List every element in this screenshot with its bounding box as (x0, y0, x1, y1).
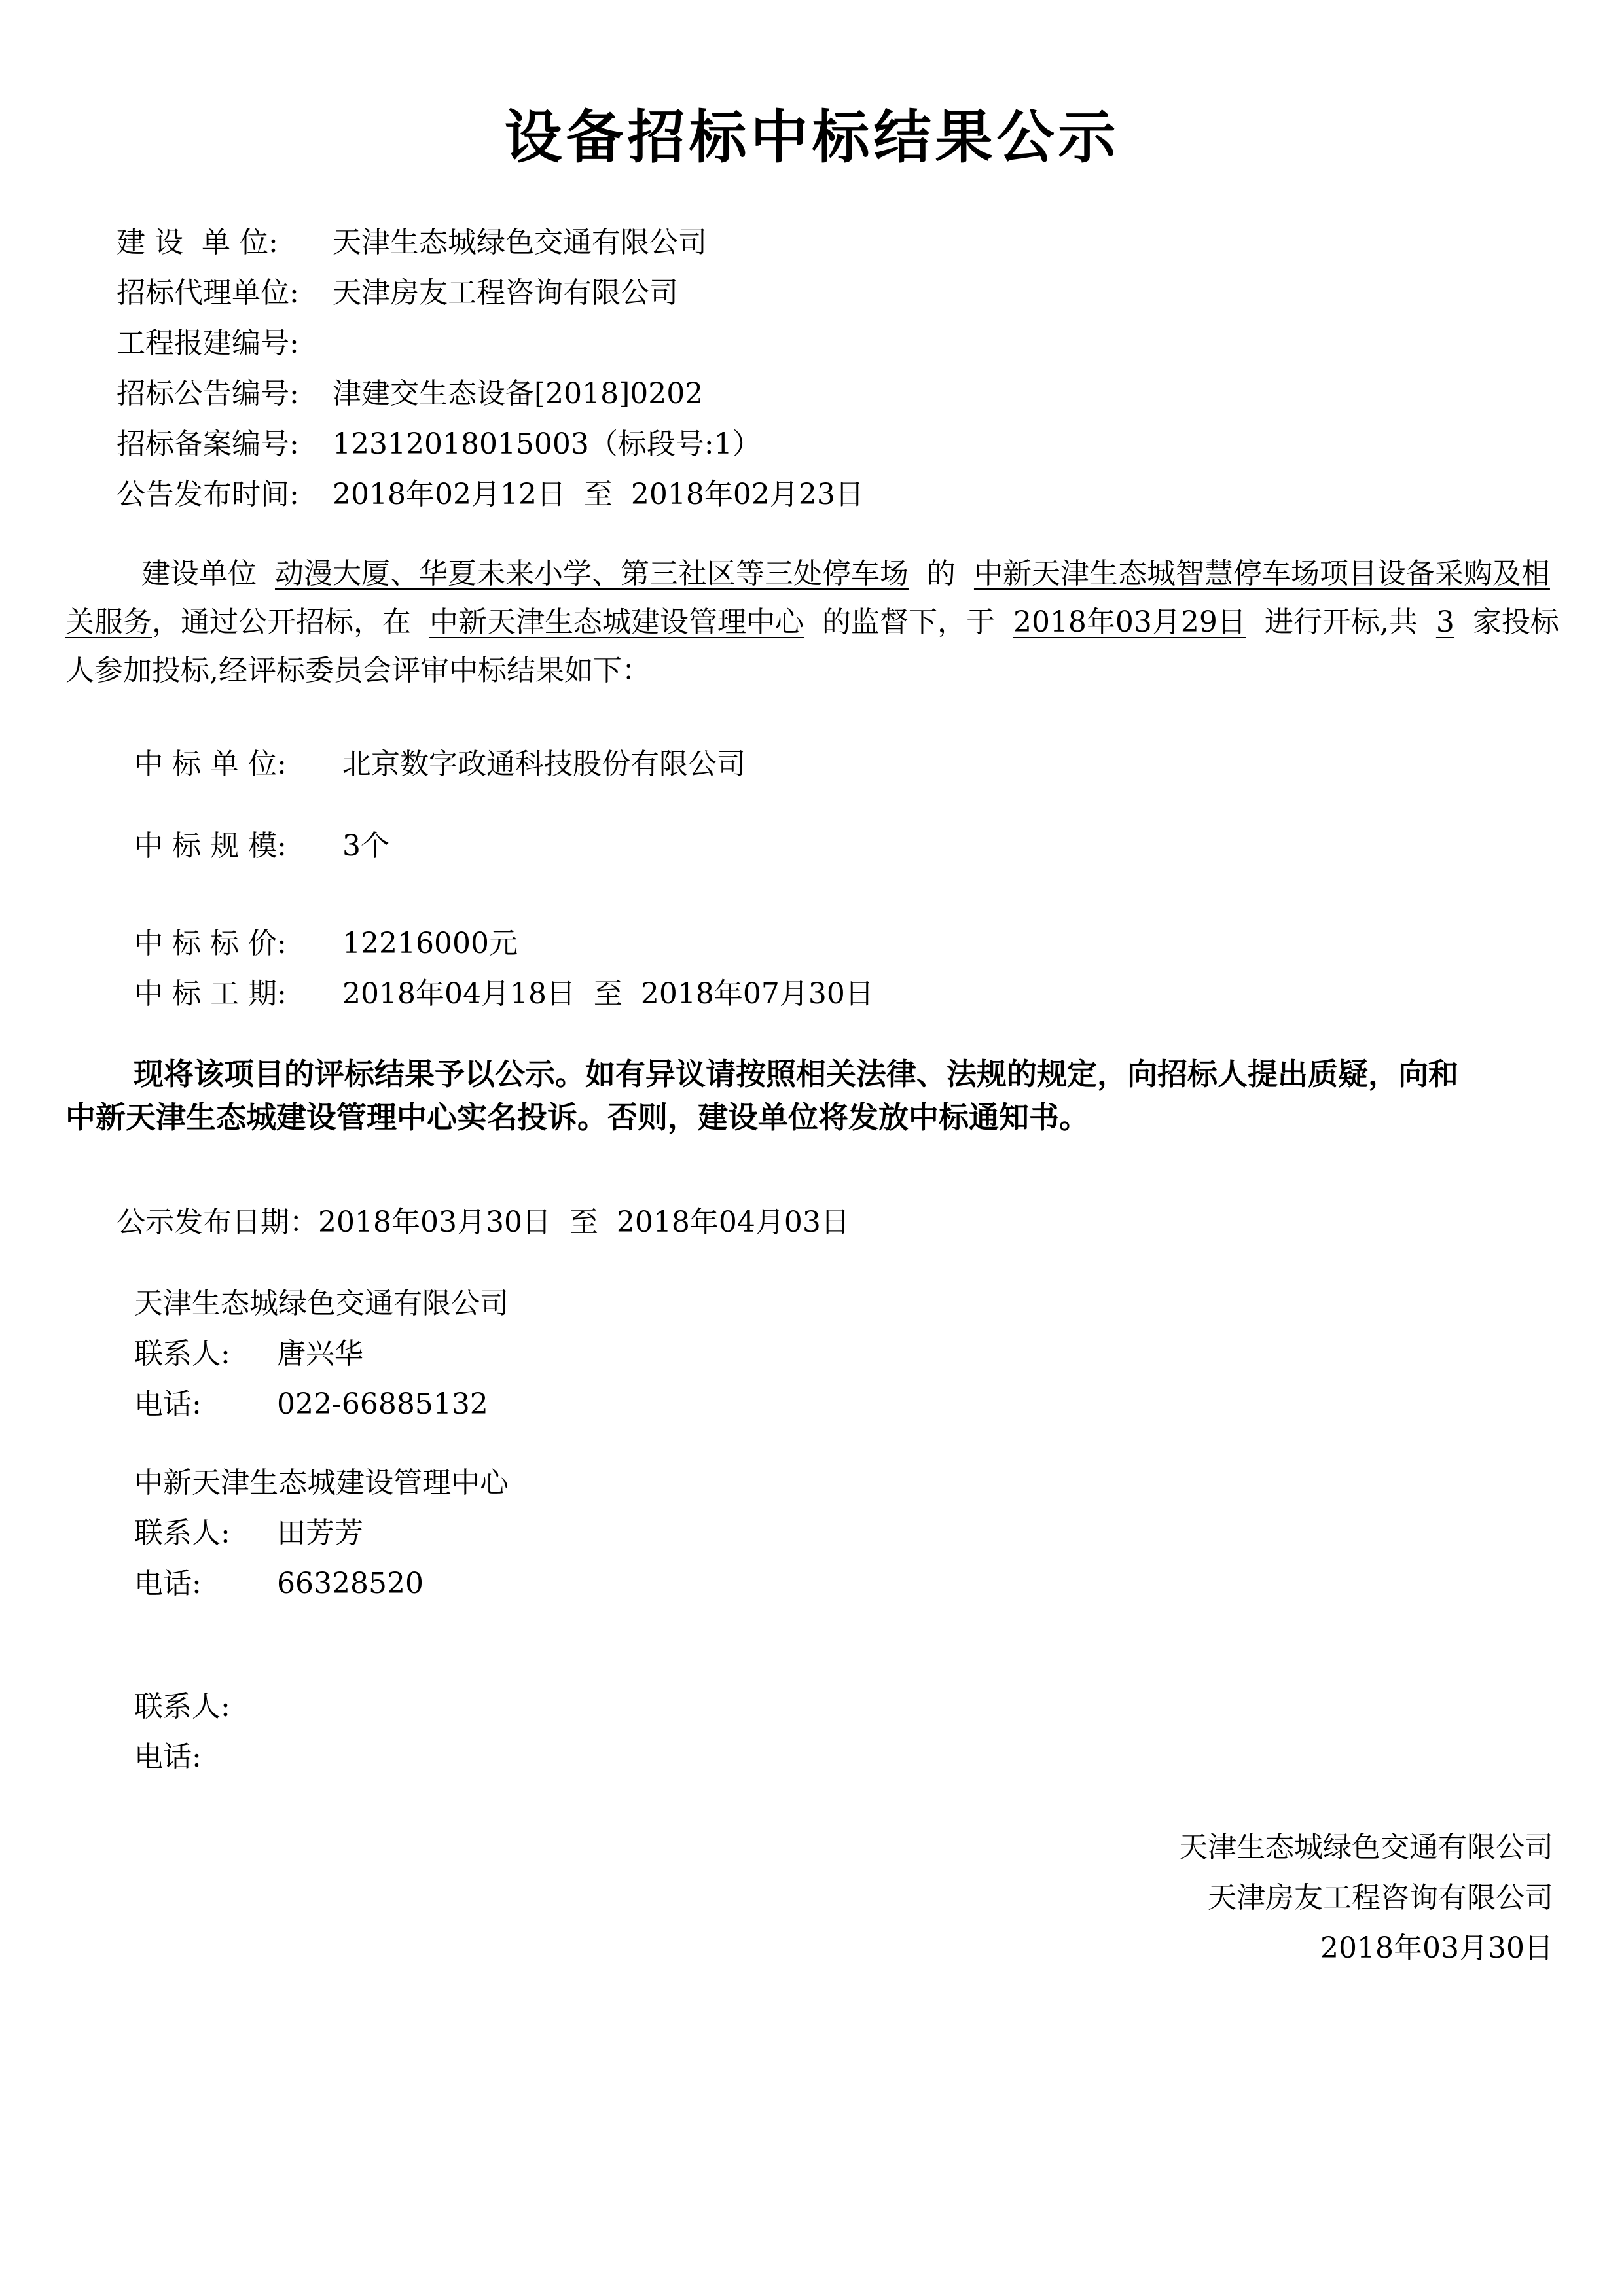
publish-time-row (117, 476, 864, 513)
notice-no-label: 招标公告编号: (117, 377, 299, 410)
contact-3-phone-label: 电话: (134, 1740, 202, 1774)
notice-no-row (117, 376, 703, 412)
contact-1-person-row (134, 1336, 363, 1372)
intro-text-1: 建设单位 (141, 557, 257, 590)
contact-1-org: 天津生态城绿色交通有限公司 (134, 1287, 509, 1320)
contact-1-person: 唐兴华 (277, 1337, 363, 1371)
notice-no-value: 津建交生态设备[2018]0202 (333, 377, 704, 410)
publish-time-label: 公告发布时间: (117, 478, 299, 511)
intro-site: 动漫大厦、华夏未来小学、第三社区等三处停车场 (274, 557, 909, 590)
intro-project: 中新天津生态城智慧停车场项目设备采购及相关服务 (65, 557, 1550, 639)
scale-row (134, 828, 389, 865)
contact-2-phone: 66328520 (277, 1567, 424, 1600)
contact-2-person: 田芳芳 (277, 1516, 363, 1550)
record-no-row (117, 426, 761, 463)
intro-text-6: 家投标人参加投标,经评标委员会评审中标结果如下： (65, 605, 1559, 687)
intro-text-2: 的 (926, 557, 956, 590)
contact-1-phone-row (134, 1386, 488, 1423)
signature-date: 2018年03月30日 (1320, 1931, 1553, 1965)
agent-label: 招标代理单位: (117, 276, 299, 310)
agent-row (117, 275, 678, 312)
owner-label: 建 设 单 位: (117, 226, 278, 259)
price-row (134, 925, 518, 962)
notice-paragraph (65, 1052, 1460, 1139)
contact-2-org: 中新天津生态城建设管理中心 (134, 1466, 509, 1499)
contact-2-phone-row (134, 1566, 424, 1602)
contact-3-person-label: 联系人: (134, 1690, 230, 1723)
signature-org-1: 天津生态城绿色交通有限公司 (1179, 1831, 1553, 1864)
project-code-row (117, 325, 333, 362)
contact-3-person-row (134, 1689, 277, 1725)
owner-value: 天津生态城绿色交通有限公司 (333, 226, 707, 259)
contact-2-person-label: 联系人: (134, 1516, 230, 1550)
signature-org-2: 天津房友工程咨询有限公司 (1208, 1881, 1553, 1914)
intro-supervisor: 中新天津生态城建设管理中心 (429, 605, 804, 639)
contact-1-phone: 022-66885132 (277, 1388, 488, 1421)
agent-value: 天津房友工程咨询有限公司 (333, 276, 678, 310)
scale-value: 3个 (342, 829, 389, 863)
period-label: 中 标 工 期: (134, 977, 287, 1011)
winner-value: 北京数字政通科技股份有限公司 (342, 747, 746, 781)
intro-text-5: 进行开标,共 (1264, 605, 1418, 639)
publish-time-value: 2018年02月12日 至 2018年02月23日 (333, 478, 864, 511)
project-code-label: 工程报建编号: (117, 327, 299, 360)
winner-label: 中 标 单 位: (134, 747, 287, 781)
notice-text: 现将该项目的评标结果予以公示。如有异议请按照相关法律、法规的规定，向招标人提出质疑，向和中新天津生态城建设管理中心实名投诉。否则，建设单位将发放中标通知书。 (65, 1056, 1458, 1135)
contact-2-phone-label: 电话: (134, 1567, 202, 1600)
intro-paragraph (65, 550, 1571, 695)
intro-text-3: ，通过公开招标，在 (152, 605, 411, 639)
scale-label: 中 标 规 模: (134, 829, 287, 863)
intro-open-date: 2018年03月29日 (1013, 605, 1246, 639)
announce-period: 公示发布日期：2018年03月30日 至 2018年04月03日 (117, 1206, 850, 1239)
contact-3-phone-row (134, 1739, 277, 1776)
winner-row (134, 746, 746, 783)
owner-row (117, 224, 707, 261)
record-no-label: 招标备案编号: (117, 427, 299, 461)
period-row (134, 976, 874, 1013)
contact-2-person-row (134, 1515, 363, 1552)
period-value: 2018年04月18日 至 2018年07月30日 (342, 977, 874, 1011)
intro-text-4: 的监督下，于 (821, 605, 995, 639)
price-value: 12216000元 (342, 927, 518, 960)
contact-1-person-label: 联系人: (134, 1337, 230, 1371)
price-label: 中 标 标 价: (134, 927, 287, 960)
document-title: 设备招标中标结果公示 (504, 103, 1120, 171)
intro-bidder-count: 3 (1435, 605, 1454, 639)
record-no-value: 12312018015003（标段号:1） (333, 427, 761, 461)
contact-1-phone-label: 电话: (134, 1388, 202, 1421)
